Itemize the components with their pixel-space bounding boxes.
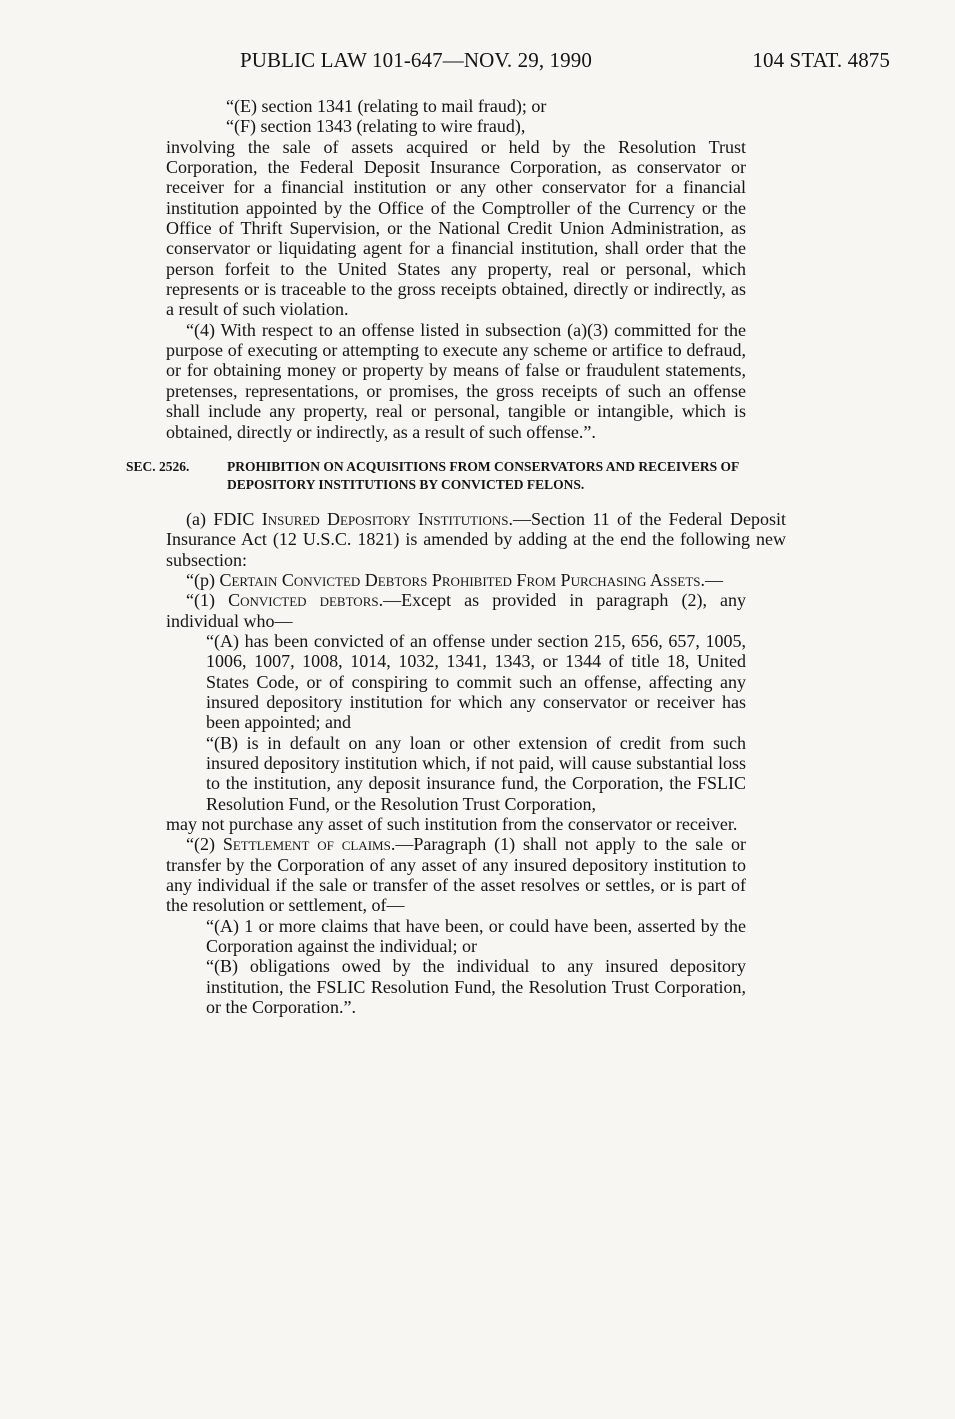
page-header xyxy=(240,48,890,73)
subsection-p-dash: — xyxy=(705,569,723,590)
paragraph-4: “(4) With respect to an offense listed in subsection (a)(3) committed for the purpose of executing or attempting to execute any scheme or artifice to defraud, or for obtaining money or property by means of false or fraudulent statements, pretenses, representations, or promises, the gross receipts of such an offense shall include any property, real or personal, tangible or intangible, which is obtained, directly or indirectly, as a result of such offense.”. xyxy=(166,319,746,442)
clause-2b: “(B) obligations owed by the individual to any insured depository institution, the FSLIC Resolution Fund, the Resolution Trust Corporation, or the Corporation.”. xyxy=(206,956,746,1018)
clause-1b: “(B) is in default on any loan or other extension of credit from such insured depository institution which, if not paid, will cause substantial loss to the institution, any deposit insurance fund, the Corporation, the FSLIC Resolution Fund, or the Resolution Trust Corporation, xyxy=(206,732,746,814)
subsection-a xyxy=(166,509,786,570)
subsection-p xyxy=(166,570,786,590)
section-number: SEC. 2526. xyxy=(126,458,190,474)
paragraph-1-label: “(1) xyxy=(186,590,215,611)
subsection-p-label: “(p) xyxy=(186,569,215,590)
clause-f: “(F) section 1343 (relating to wire fraud), xyxy=(226,116,526,137)
header-page-ref: 104 STAT. 4875 xyxy=(752,48,890,72)
paragraph-1-heading: Convicted debtors. xyxy=(228,590,384,611)
section-title: PROHIBITION ON ACQUISITIONS FROM CONSERVATORS AND RECEIVERS OF DEPOSITORY INSTITUTIONS BY CONVICTED FELONS. xyxy=(227,458,739,493)
subsection-a-label: (a) xyxy=(186,508,206,529)
section-heading xyxy=(126,458,746,495)
document-body xyxy=(126,96,786,1018)
paragraph-2 xyxy=(166,834,746,915)
subsection-p-heading: Certain Convicted Debtors Prohibited From Purchasing Assets. xyxy=(219,569,705,590)
paragraph-2-heading: Settlement of claims. xyxy=(222,834,396,855)
paragraph-involving: involving the sale of assets acquired or held by the Resolution Trust Corporation, the Federal Deposit Insurance Corporation, as conservator or receiver for a financial institution or any other conservator for a financial institution appointed by the Office of the Comptroller of the Currency or the Office of Thrift Supervision, or the National Credit Union Administration, as conservator or liquidating agent for a financial institution, shall order that the person forfeit to the United States any property, real or personal, which represents or is traceable to the gross receipts obtained, directly or indirectly, as a result of such violation. xyxy=(166,136,746,320)
clause-1a: “(A) has been convicted of an offense under section 215, 656, 657, 1005, 1006, 1007, 1008, 1014, 1032, 1341, 1343, or 1344 of title 18, United States Code, or of conspiring to commit such an offense, affecting any insured depository institution for which any conservator or receiver has been appointed; and xyxy=(206,630,746,733)
paragraph-1-text: —Except as provided in paragraph (2), any individual who— xyxy=(166,590,747,631)
paragraph-1 xyxy=(166,590,746,631)
header-title: PUBLIC LAW 101-647—NOV. 29, 1990 xyxy=(240,48,592,72)
paragraph-2-label: “(2) xyxy=(186,834,215,855)
subsection-a-text: —Section 11 of the Federal Deposit Insurance Act (12 U.S.C. 1821) is amended by adding at the end the following new subsection: xyxy=(166,508,786,570)
clause-e: “(E) section 1341 (relating to mail fraud); or xyxy=(226,96,547,116)
clause-2a: “(A) 1 or more claims that have been, or could have been, asserted by the Corporation against the individual; or xyxy=(206,915,746,957)
subsection-a-heading: FDIC Insured Depository Institutions. xyxy=(213,508,513,529)
paragraph-2-text: —Paragraph (1) shall not apply to the sale or transfer by the Corporation of any asset of any insured depository institution to any individual if the sale or transfer of the asset resolves or settles, or is part of the resolution or settlement, of— xyxy=(166,834,747,916)
paragraph-1-tail: may not purchase any asset of such institution from the conservator or receiver. xyxy=(166,814,738,834)
